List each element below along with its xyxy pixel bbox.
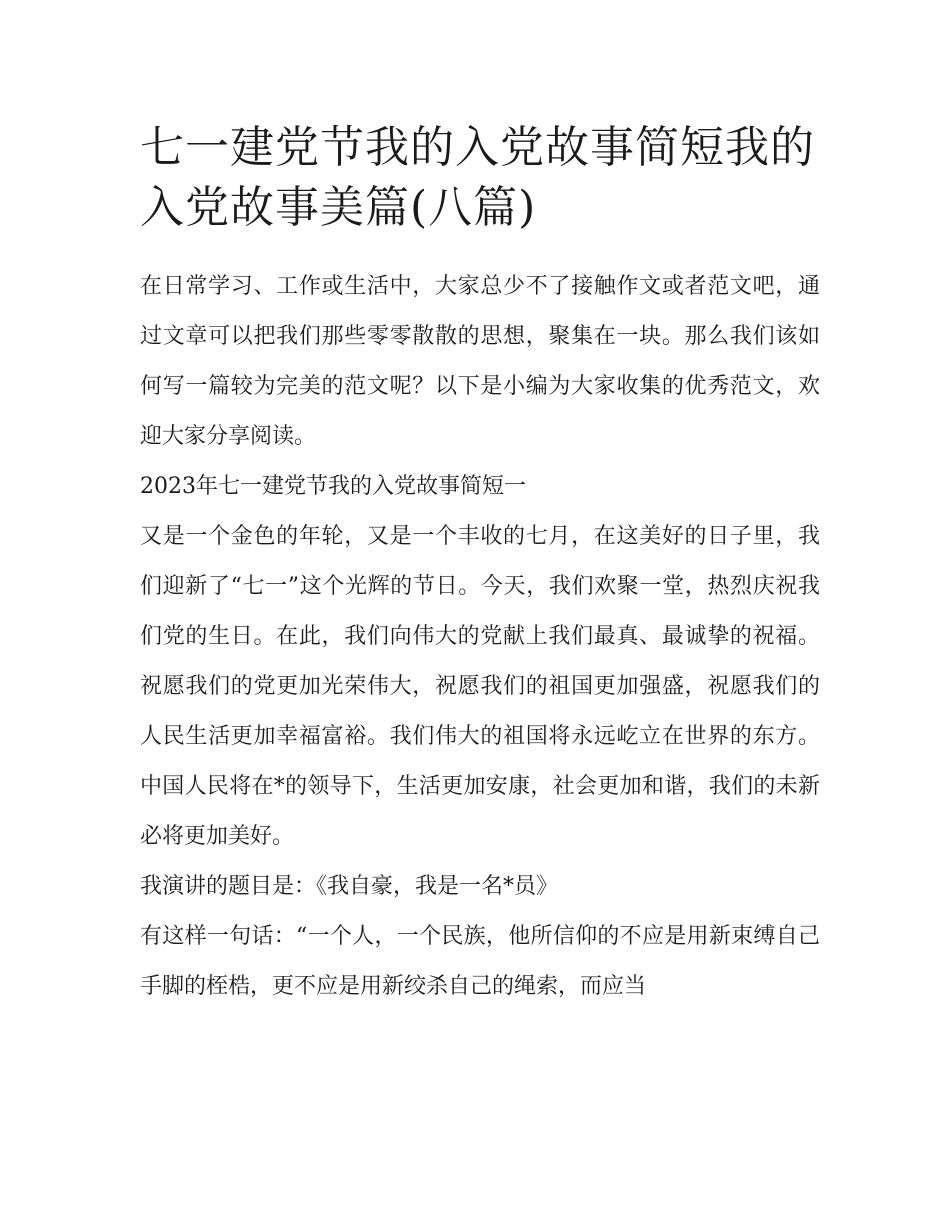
section-heading: 2023年七一建党节我的入党故事简短一	[140, 474, 526, 499]
body-paragraph-1: 又是一个金色的年轮，又是一个丰收的七月，在这美好的日子里，我们迎新了“七一”这个光辉的节日。今天，我们欢聚一堂，热烈庆祝我们党的生日。在此，我们向伟大的党献上我们最真、最诚挚的祝福。祝愿我们的党更加光荣伟大，祝愿我们的祖国更加强盛，祝愿我们的人民生活更加幸福富裕。我们伟大的祖国将永远屹立在世界的东方。中国人民将在*的领导下，生活更加安康，社会更加和谐，我们的未新必将更加美好。	[140, 524, 820, 849]
body-paragraph-2: 有这样一句话：“一个人，一个民族，他所信仰的不应是用新束缚自己手脚的桎梏，更不应是用新绞杀自己的绳索，而应当	[140, 924, 820, 999]
document-title: 七一建党节我的入党故事简短我的入党故事美篇(八篇)	[140, 122, 815, 233]
speech-title-line: 我演讲的题目是：《我自豪，我是一名*员》	[140, 874, 559, 899]
intro-paragraph: 在日常学习、工作或生活中，大家总少不了接触作文或者范文吧，通过文章可以把我们那些零零散散的思想，聚集在一块。那么我们该如何写一篇较为完美的范文呢？以下是小编为大家收集的优秀范文，欢迎大家分享阅读。	[140, 274, 820, 449]
document-body	[140, 118, 820, 1012]
